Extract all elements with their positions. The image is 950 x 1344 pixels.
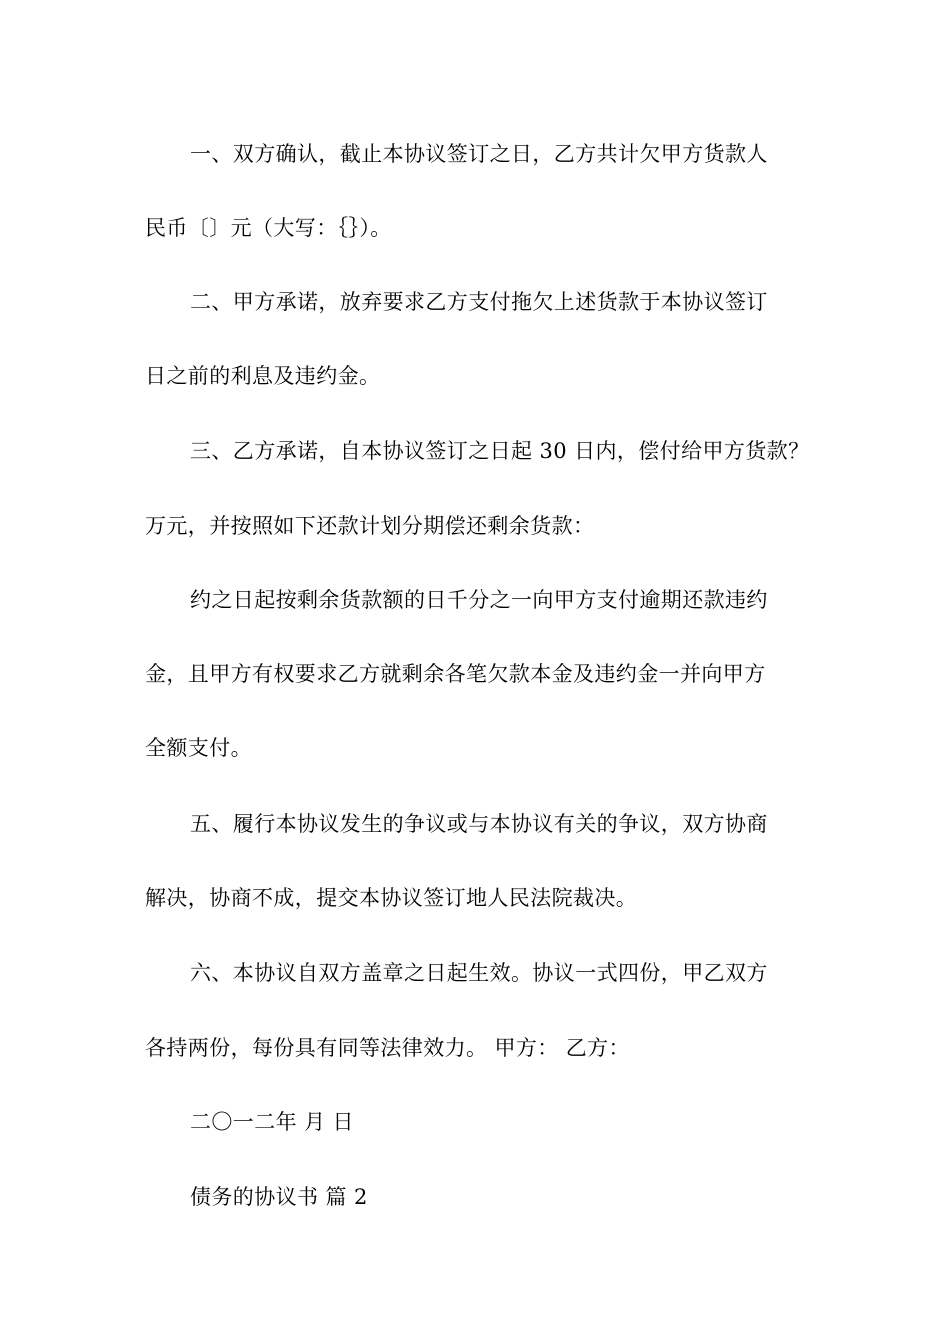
clause-1-line-2: 民币〔〕元（大写：｛｝）。	[145, 216, 392, 240]
clause-3-line-1: 三、乙方承诺，自本协议签订之日起 30 日内，偿付给甲方货款？	[190, 439, 810, 463]
clause-6-line-2-signatures: 各持两份，每份具有同等法律效力。 甲方： 乙方：	[145, 1036, 630, 1060]
section-heading: 债务的协议书 篇 2	[190, 1185, 368, 1209]
date-line: 二〇一二年 月 日	[190, 1110, 354, 1134]
clause-2-line-2: 日之前的利息及违约金。	[145, 364, 381, 388]
clause-6-line-1: 六、本协议自双方盖章之日起生效。协议一式四份，甲乙双方	[190, 961, 768, 985]
penalty-line-1: 约之日起按剩余货款额的日千分之一向甲方支付逾期还款违约	[190, 588, 768, 612]
clause-3-line-2: 万元，并按照如下还款计划分期偿还剩余货款：	[145, 514, 595, 538]
penalty-line-2: 金，且甲方有权要求乙方就剩余各笔欠款本金及违约金一并向甲方	[145, 662, 766, 686]
clause-5-line-1: 五、履行本协议发生的争议或与本协议有关的争议，双方协商	[190, 812, 768, 836]
clause-5-line-2: 解决，协商不成，提交本协议签订地人民法院裁决。	[145, 886, 638, 910]
clause-2-line-1: 二、甲方承诺，放弃要求乙方支付拖欠上述货款于本协议签订	[190, 290, 768, 314]
clause-1-line-1: 一、双方确认，截止本协议签订之日，乙方共计欠甲方货款人	[190, 142, 768, 166]
penalty-line-3: 全额支付。	[145, 736, 252, 760]
